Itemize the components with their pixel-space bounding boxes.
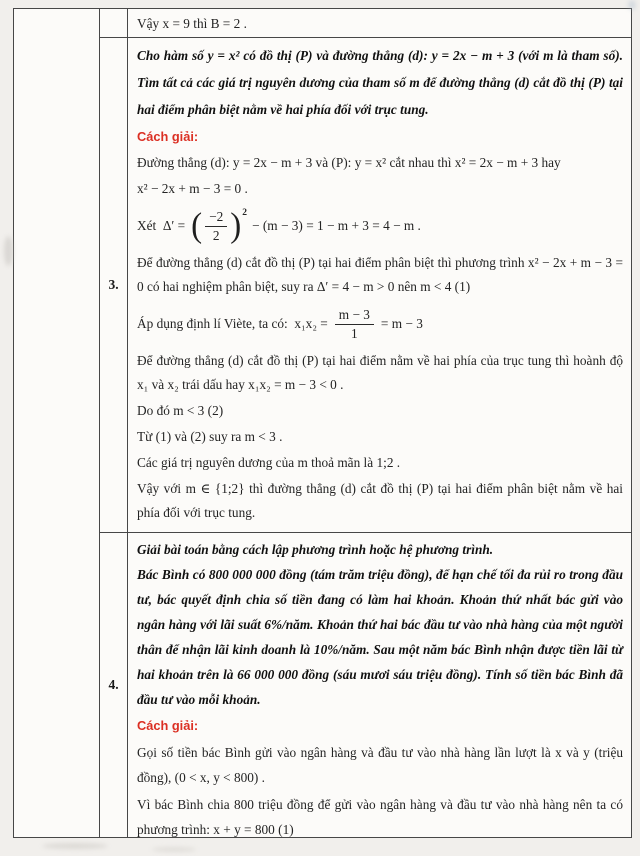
row1-content-cell — [128, 9, 631, 38]
fraction-denominator: 2 — [212, 227, 220, 243]
scan-smudge — [4, 236, 13, 266]
left-paren: ( — [191, 206, 203, 245]
solution-line: Để đường thẳng (d) cắt đồ thị (P) tại hai điểm phân biệt thì phương trình x² − 2x + m − 3 = 0 có hai nghiệm phân biệt, suy ra Δ′ = 4 − m > 0 nên m < 4 (1) — [137, 255, 623, 294]
solution-line: Đường thẳng (d): y = 2x − m + 3 và (P): y = x² cắt nhau thì x² = 2x − m + 3 hay — [137, 155, 561, 170]
equation-prefix: Áp dụng định lí Viète, ta có: x₁x₂ = — [137, 316, 328, 331]
problem4-statement: Bác Bình có 800 000 000 đồng (tám trăm triệu đồng), để hạn chế tối đa rủi ro trong đầu tư, bác quyết định chia số tiền đang có làm hai khoản. Khoản thứ nhất bác gửi vào ngân hàng với lãi suất 6%/năm. Khoản thứ hai bác đầu tư vào nhà hàng của một người thân để nhận lãi kinh doanh là 10%/năm. Sau một năm bác Bình nhận được tiền lãi từ hai khoản trên là 66 000 000 đồng (sáu mươi sáu triệu đồng). Tính số tiền bác Bình đã đầu tư vào mỗi khoản. — [137, 567, 623, 707]
problem3-number-cell — [100, 38, 128, 533]
solution-line: Gọi số tiền bác Bình gửi vào ngân hàng và đầu tư vào nhà hàng lần lượt là x và y (triệu đồng), (0 < x, y < 800) . — [137, 745, 623, 785]
row1-conclusion-line: Vậy x = 9 thì B = 2 . — [137, 16, 247, 31]
solution-line: Từ (1) và (2) suy ra m < 3 . — [137, 429, 283, 444]
fraction — [205, 209, 227, 244]
scan-smudge — [42, 843, 108, 849]
solution-line: Vì bác Bình chia 800 triệu đồng để gửi vào ngân hàng và đầu tư vào nhà hàng nên ta có phương trình: x + y = 800 (1) — [137, 797, 623, 837]
problem3-number: 3. — [108, 277, 119, 292]
problem4-solution — [137, 740, 623, 837]
problem3-solution — [137, 151, 623, 525]
problem4-solution-heading: Cách giải: — [137, 718, 199, 733]
problem4-statement-intro: Giải bài toán bằng cách lập phương trình hoặc hệ phương trình. — [137, 542, 494, 557]
fraction-numerator: −2 — [205, 209, 227, 227]
problem4-number: 4. — [108, 677, 119, 692]
right-paren: ) — [230, 206, 242, 245]
question-column-cell — [14, 9, 100, 837]
exponent: 2 — [242, 208, 248, 218]
fraction-denominator: 1 — [351, 325, 358, 341]
fraction-numerator: m − 3 — [335, 307, 374, 325]
fraction — [335, 307, 374, 342]
equation-suffix: − (m − 3) = 1 − m + 3 = 4 − m . — [252, 218, 421, 233]
problem3-solution-heading: Cách giải: — [137, 129, 199, 144]
row1-number-cell — [100, 9, 128, 38]
problem3-statement: Cho hàm số y = x² có đồ thị (P) và đường thẳng (d): y = 2x − m + 3 (với m là tham số). Tìm tất cả các giá trị nguyên dương của tham số m để đường thẳng (d) cắt đồ thị (P) tại hai điểm phân biệt nằm về hai phía đối với trục tung. — [137, 48, 623, 117]
solution-line: Để đường thẳng (d) cắt đồ thị (P) tại hai điểm nằm về hai phía của trục tung thì hoành độ x₁ và x₂ trái dấu hay x₁x₂ = m − 3 < 0 . — [137, 353, 623, 392]
solution-line: Các giá trị nguyên dương của m thoả mãn là 1;2 . — [137, 455, 401, 470]
solution-equation-line — [137, 301, 623, 347]
problem4-number-cell — [100, 533, 128, 837]
solution-line: Do đó m < 3 (2) — [137, 403, 224, 418]
equation-suffix: = m − 3 — [380, 316, 423, 331]
solution-line: x² − 2x + m − 3 = 0 . — [137, 181, 248, 196]
problem3-content-cell — [128, 38, 631, 533]
solution-table — [13, 8, 632, 838]
solution-line: Vậy với m ∈ {1;2} thì đường thẳng (d) cắt đồ thị (P) tại hai điểm phân biệt nằm về hai phía đối với trục tung. — [137, 481, 623, 520]
equation-prefix: Xét Δ′ = — [137, 218, 186, 233]
problem4-content-cell — [128, 533, 631, 837]
solution-equation-line — [137, 203, 623, 249]
scan-smudge — [152, 847, 196, 852]
